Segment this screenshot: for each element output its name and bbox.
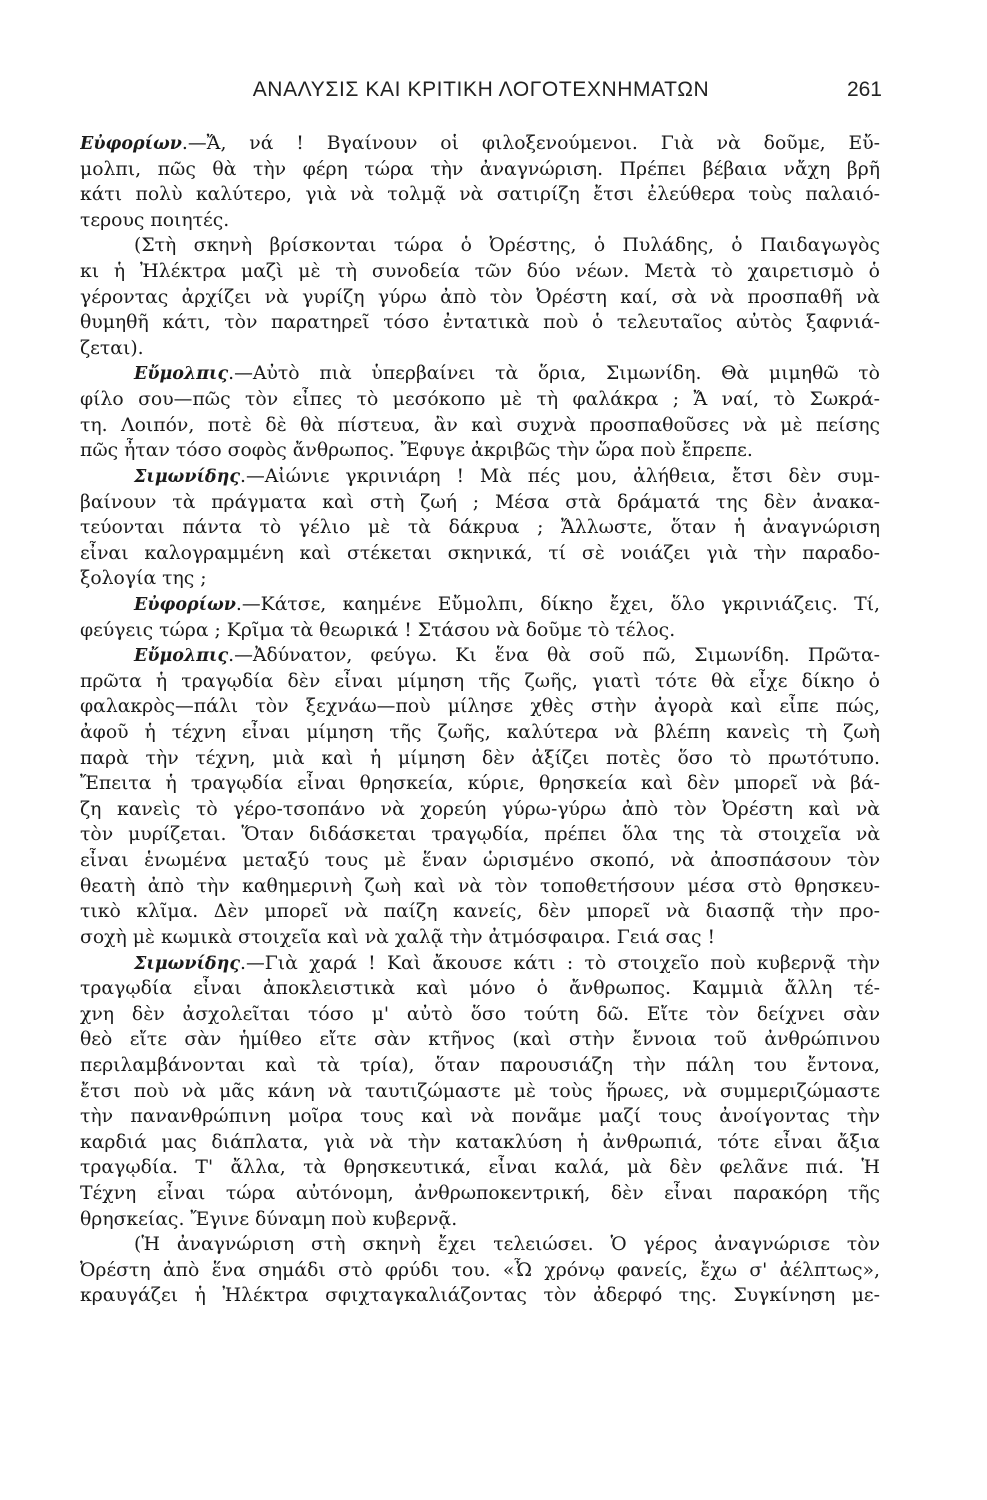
running-title: ΑΝΑΛΥΣΙΣ ΚΑΙ ΚΡΙΤΙΚΗ ΛΟΓΟΤΕΧΝΗΜΑΤΩΝ bbox=[252, 78, 710, 101]
text-line bbox=[80, 976, 880, 1002]
text-line bbox=[80, 131, 880, 157]
text-line bbox=[80, 643, 880, 669]
line-text: τερους ποιητές. bbox=[80, 209, 230, 231]
text-line bbox=[80, 1053, 880, 1079]
text-line bbox=[80, 1130, 880, 1156]
line-text: γέροντας ἀρχίζει νὰ γυρίζη γύρω ἀπὸ τὸν Ὀρέστη καί, σὰ νὰ προσπαθῆ νὰ bbox=[80, 286, 880, 308]
speaker-name: Εὔμολπις bbox=[134, 646, 229, 667]
text-line bbox=[80, 592, 880, 618]
line-text: παρὰ τὴν τέχνη, μιὰ καὶ ἡ μίμηση δὲν ἀξίζει ποτὲς ὅσο τὸ πρωτότυπο. bbox=[80, 747, 880, 769]
page-header bbox=[80, 78, 882, 108]
line-text: .—Ἀδύνατον, φεύγω. Κι ἕνα θὰ σοῦ πῶ, Σιμωνίδη. Πρῶτα- bbox=[228, 645, 880, 667]
line-text: τεύονται πάντα τὸ γέλιο μὲ τὰ δάκρυα ; Ἄλλωστε, ὅταν ἡ ἀναγνώριση bbox=[80, 517, 880, 539]
text-line bbox=[80, 669, 880, 695]
text-line bbox=[80, 951, 880, 977]
line-text: ἔτσι ποὺ νὰ μᾶς κάνη νὰ ταυτιζώμαστε μὲ τοὺς ἥρωες, νὰ συμμεριζώμαστε bbox=[80, 1080, 880, 1102]
text-line bbox=[80, 1002, 880, 1028]
line-text: πρῶτα ἡ τραγῳδία δὲν εἶναι μίμηση τῆς ζωῆς, γιατὶ τότε θὰ εἶχε δίκηο ὁ bbox=[80, 670, 880, 692]
line-text: Ὀρέστη ἀπὸ ἕνα σημάδι στὸ φρύδι του. «Ὦ χρόνῳ φανείς, ἔχω σ' ἀέλπτως», bbox=[80, 1259, 880, 1281]
text-line bbox=[80, 233, 880, 259]
line-text: .—Γιὰ χαρά ! Καὶ ἄκουσε κάτι : τὸ στοιχεῖο ποὺ κυβερνᾷ τὴν bbox=[239, 952, 880, 974]
text-line bbox=[80, 874, 880, 900]
line-text: κάτι πολὺ καλύτερο, γιὰ νὰ τολμᾷ νὰ σατιρίζη ἔτσι ἐλεύθερα τοὺς παλαιό- bbox=[80, 184, 880, 206]
line-text: τη. Λοιπόν, ποτὲ δὲ θὰ πίστευα, ἂν καὶ συχνὰ προσπαθοῦσες νὰ μὲ πείσης bbox=[80, 414, 880, 436]
text-line bbox=[80, 720, 880, 746]
line-text: φίλο σου—πῶς τὸν εἶπες τὸ μεσόκοπο μὲ τὴ φαλάκρα ; Ἄ ναί, τὸ Σωκρά- bbox=[80, 389, 880, 411]
text-line bbox=[80, 208, 880, 234]
line-text: (Ἡ ἀναγνώριση στὴ σκηνὴ ἔχει τελειώσει. Ὁ γέρος ἀναγνώρισε τὸν bbox=[134, 1234, 880, 1256]
line-text: Ἔπειτα ἡ τραγῳδία εἶναι θρησκεία, κύριε, θρησκεία καὶ δὲν μπορεῖ νὰ βά- bbox=[80, 773, 880, 795]
line-text: φεύγεις τώρα ; Κρῖμα τὰ θεωρικά ! Στάσου νὰ δοῦμε τὸ τέλος. bbox=[80, 619, 676, 641]
text-line bbox=[80, 1079, 880, 1105]
line-text: περιλαμβάνονται καὶ τὰ τρία), ὅταν παρουσιάζη τὴν πάλη του ἔντονα, bbox=[80, 1054, 880, 1076]
text-line bbox=[80, 285, 880, 311]
line-text: (Στὴ σκηνὴ βρίσκονται τώρα ὁ Ὀρέστης, ὁ Πυλάδης, ὁ Παιδαγωγὸς bbox=[134, 235, 880, 257]
text-line bbox=[80, 490, 880, 516]
speaker-name: Σιμωνίδης bbox=[134, 466, 240, 487]
text-line bbox=[80, 1104, 880, 1130]
line-text: ξολογία της ; bbox=[80, 568, 207, 590]
line-text: .—Ἄ, νά ! Βγαίνουν οἱ φιλοξενούμενοι. Γιὰ νὰ δοῦμε, Εὔ- bbox=[181, 133, 880, 154]
line-text: χνη δὲν ἀσχολεῖται τόσο μ' αὐτὸ ὅσο τούτη δῶ. Εἴτε τὸν δείχνει σὰν bbox=[80, 1003, 880, 1025]
line-text: εἶναι καλογραμμένη καὶ στέκεται σκηνικά, τί σὲ νοιάζει γιὰ τὴν παραδο- bbox=[80, 542, 880, 564]
speaker-name: Εὐφορίων bbox=[134, 594, 236, 615]
text-line bbox=[80, 618, 880, 644]
text-line bbox=[80, 541, 880, 567]
text-line bbox=[80, 694, 880, 720]
line-text: θεατὴ ἀπὸ τὴν καθημερινὴ ζωὴ καὶ νὰ τὸν τοποθετήσουν μέσα στὸ θρησκευ- bbox=[80, 875, 880, 897]
text-line bbox=[80, 515, 880, 541]
text-line bbox=[80, 464, 880, 490]
text-line bbox=[80, 899, 880, 925]
body-text bbox=[80, 131, 880, 1309]
line-text: θρησκείας. Ἔγινε δύναμη ποὺ κυβερνᾷ. bbox=[80, 1208, 458, 1230]
text-line bbox=[80, 157, 880, 183]
line-text: τραγῳδία. Τ' ἄλλα, τὰ θρησκευτικά, εἶναι καλά, μὰ δὲν φελᾶνε πιά. Ἡ bbox=[80, 1157, 880, 1179]
text-line bbox=[80, 336, 880, 362]
line-text: .—Κάτσε, καημένε Εὔμολπι, δίκηο ἔχει, ὅλο γκρινιάζεις. Τί, bbox=[235, 593, 880, 615]
text-line bbox=[80, 259, 880, 285]
line-text: τικὸ κλῖμα. Δὲν μπορεῖ νὰ παίζη κανείς, δὲν μπορεῖ νὰ διασπᾷ τὴν προ- bbox=[80, 901, 880, 923]
text-line bbox=[80, 1155, 880, 1181]
line-text: Τέχνη εἶναι τώρα αὐτόνομη, ἀνθρωποκεντρική, δὲν εἶναι παρακόρη τῆς bbox=[80, 1182, 880, 1204]
speaker-name: Εὔμολπις bbox=[134, 364, 229, 385]
text-line bbox=[80, 566, 880, 592]
line-text: πῶς ἦταν τόσο σοφὸς ἄνθρωπος. Ἔφυγε ἀκριβῶς τὴν ὥρα ποὺ ἔπρεπε. bbox=[80, 440, 753, 462]
line-text: ἀφοῦ ἡ τέχνη εἶναι μίμηση τῆς ζωῆς, καλύτερα νὰ βλέπη κανεὶς τὴ ζωὴ bbox=[80, 722, 880, 744]
text-line bbox=[80, 746, 880, 772]
line-text: μολπι, πῶς θὰ τὴν φέρη τώρα τὴν ἀναγνώριση. Πρέπει βέβαια νἄχη βρῆ bbox=[80, 158, 880, 180]
line-text: ζη κανεὶς τὸ γέρο-τσοπάνο νὰ χορεύη γύρω-γύρω ἀπὸ τὸν Ὀρέστη καὶ νὰ bbox=[80, 798, 880, 820]
text-line bbox=[80, 1207, 880, 1233]
text-line bbox=[80, 822, 880, 848]
text-line bbox=[80, 848, 880, 874]
text-line bbox=[80, 182, 880, 208]
line-text: κραυγάζει ἡ Ἠλέκτρα σφιχταγκαλιάζοντας τὸν ἀδερφό της. Συγκίνηση με- bbox=[80, 1285, 880, 1307]
text-line bbox=[80, 1258, 880, 1284]
text-line bbox=[80, 387, 880, 413]
text-line bbox=[80, 797, 880, 823]
line-text: τραγῳδία εἶναι ἀποκλειστικὰ καὶ μόνο ὁ ἄνθρωπος. Καμμιὰ ἄλλη τέ- bbox=[80, 978, 880, 1000]
line-text: σοχὴ μὲ κωμικὰ στοιχεῖα καὶ νὰ χαλᾷ τὴν ἀτμόσφαιρα. Γειά σας ! bbox=[80, 926, 716, 948]
text-line bbox=[80, 1232, 880, 1258]
line-text: .—Αὐτὸ πιὰ ὑπερβαίνει τὰ ὅρια, Σιμωνίδη. Θὰ μιμηθῶ τὸ bbox=[228, 363, 880, 385]
line-text: τὴν πανανθρώπινη μοῖρα τους καὶ νὰ πονᾶμε μαζί τους ἀνοίγοντας τὴν bbox=[80, 1106, 880, 1128]
text-line bbox=[80, 771, 880, 797]
line-text: .—Αἰώνιε γκρινιάρη ! Μὰ πές μου, ἀλήθεια, ἔτσι δὲν συμ- bbox=[239, 465, 880, 487]
text-line bbox=[80, 1027, 880, 1053]
line-text: βαίνουν τὰ πράγματα καὶ στὴ ζωή ; Μέσα στὰ δράματά της δὲν ἀνακα- bbox=[80, 491, 880, 513]
line-text: θεὸ εἴτε σὰν ἡμίθεο εἴτε σὰν κτῆνος (καὶ στὴν ἔννοια τοῦ ἀνθρώπινου bbox=[80, 1029, 880, 1051]
speaker-name: Σιμωνίδης bbox=[134, 953, 240, 974]
text-line bbox=[80, 310, 880, 336]
text-line bbox=[80, 438, 880, 464]
text-line bbox=[80, 413, 880, 439]
speaker-name: Εὐφορίων bbox=[80, 134, 182, 154]
line-text: καρδιά μας διάπλατα, γιὰ νὰ τὴν κατακλύση ἡ ἀνθρωπιά, τότε εἶναι ἄξια bbox=[80, 1131, 880, 1153]
text-line bbox=[80, 1283, 880, 1309]
line-text: τὸν μυρίζεται. Ὅταν διδάσκεται τραγῳδία, πρέπει ὅλα της τὰ στοιχεῖα νὰ bbox=[80, 824, 880, 846]
text-line bbox=[80, 361, 880, 387]
line-text: εἶναι ἑνωμένα μεταξύ τους μὲ ἕναν ὡρισμένο σκοπό, νὰ ἀποσπάσουν τὸν bbox=[80, 850, 880, 872]
line-text: θυμηθῆ κάτι, τὸν παρατηρεῖ τόσο ἐντατικὰ ποὺ ὁ τελευταῖος αὐτὸς ξαφνιά- bbox=[80, 312, 880, 334]
line-text: φαλακρὸς—πάλι τὸν ξεχνάω—ποὺ μίλησε χθὲς στὴν ἀγορὰ καὶ εἶπε πώς, bbox=[80, 696, 880, 718]
text-line bbox=[80, 925, 880, 951]
line-text: ζεται). bbox=[80, 337, 144, 359]
text-line bbox=[80, 1181, 880, 1207]
page-number: 261 bbox=[846, 78, 882, 101]
line-text: κι ἡ Ἠλέκτρα μαζὶ μὲ τὴ συνοδεία τῶν δύο νέων. Μετὰ τὸ χαιρετισμὸ ὁ bbox=[80, 261, 880, 283]
